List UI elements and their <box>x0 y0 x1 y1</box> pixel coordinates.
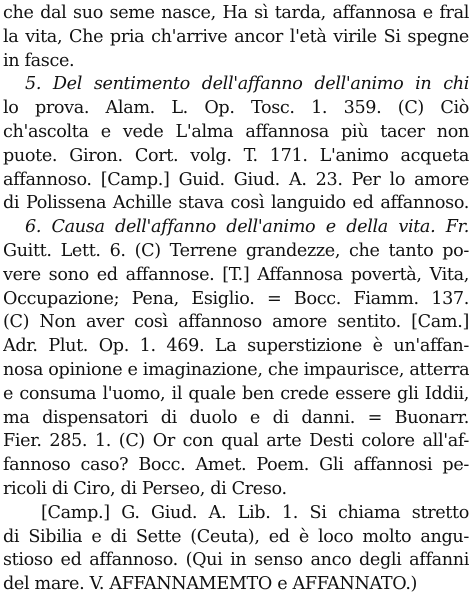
camp-citation-line: [Camp.] G. Giud. A. Lib. 1. Si chiama stretto <box>41 502 469 523</box>
text-line-1: che dal suo seme nasce, Ha sì tarda, affannosa e fral <box>3 3 469 23</box>
sense-6-heading: 6. Causa dell'affanno dell'animo e della vita. Fr. <box>25 217 469 238</box>
text-line-16: nosa opinione e imaginazione, che impaurisce, atterra <box>3 359 469 380</box>
text-line-25: del mare. V. AFFANNAMEMTO e AFFANNATO.) <box>3 574 418 595</box>
text-line-21: ricoli di Ciro, di Perseo, di Creso. <box>3 478 287 499</box>
text-line-11: Guitt. Lett. 6. (C) Terrene grandezze, che tanto po- <box>3 240 469 261</box>
text-line-13: Occupazione; Pena, Esiglio. = Bocc. Fiamm. 137. <box>3 288 469 309</box>
sense-5-heading: 5. Del sentimento dell'affanno dell'animo in chi <box>25 74 469 95</box>
text-line-7: puote. Giron. Cort. volg. T. 171. L'animo acqueta <box>3 145 469 166</box>
text-line-2: la vita, Che pria ch'arrive ancor l'età virile Si spegne <box>3 26 469 47</box>
text-line-19: Fier. 285. 1. (C) Or con qual arte Desti colore all'af- <box>3 431 469 452</box>
text-line-23: di Sibilia e di Sette (Ceuta), ed è loco molto angu- <box>3 526 469 547</box>
text-line-8: affannoso. [Camp.] Guid. Giud. A. 23. Per lo amore <box>3 169 469 190</box>
text-line-3: in fasce. <box>3 50 75 71</box>
text-line-12: vere sono ed affannose. [T.] Affannosa povertà, Vita, <box>3 264 469 285</box>
text-line-6: ch'ascolta e vede L'alma affannosa più tacer non <box>3 121 469 142</box>
text-line-5: lo prova. Alam. L. Op. Tosc. 1. 359. (C) Ciò <box>3 98 469 119</box>
text-line-9: di Polissena Achille stava così languido ed affannoso. <box>3 193 469 214</box>
text-line-24: stioso ed affannoso. (Qui in senso anco degli affanni <box>3 550 469 571</box>
text-line-17: e consuma l'uomo, il quale ben crede essere gli Iddii, <box>3 383 469 404</box>
text-line-20: fannoso caso? Bocc. Amet. Poem. Gli affannosi pe- <box>3 455 469 476</box>
text-line-18: ma dispensatori di duolo e di danni. = Buonarr. <box>3 407 469 428</box>
text-line-14: (C) Non aver così affannoso amore sentito. [Cam.] <box>3 312 469 333</box>
text-line-15: Adr. Plut. Op. 1. 469. La superstizione è un'affan- <box>3 336 469 357</box>
